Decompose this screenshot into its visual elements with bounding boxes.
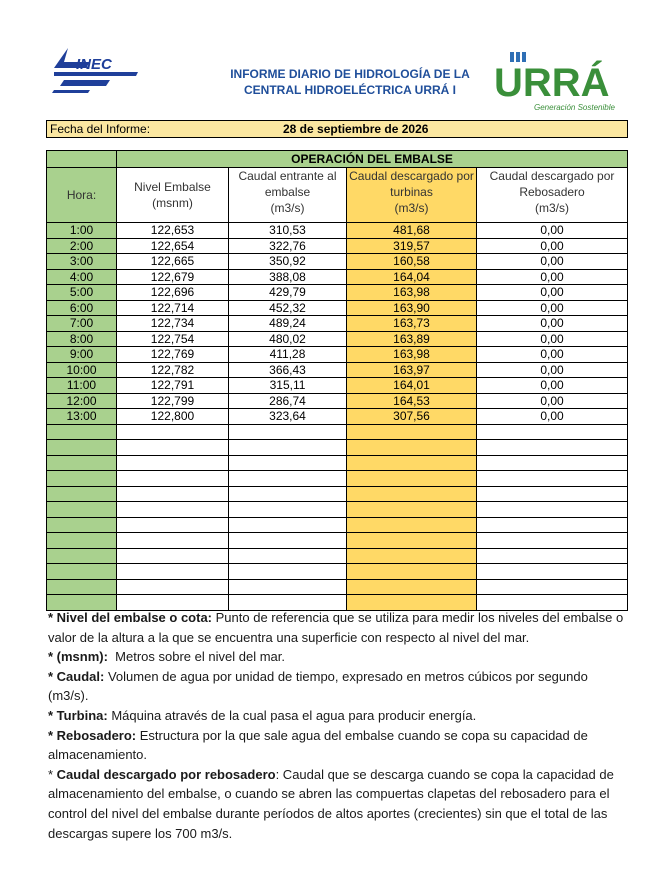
report-title [200,66,500,98]
cell-hora: 6:00 [47,300,117,316]
table-row [47,393,628,409]
column-header-turbinas [347,168,477,223]
note-turbina-text: Máquina através de la cual pasa el agua para producir energía. [107,707,477,723]
note-caudal-term: * Caudal: [48,668,105,684]
column-header-turbinas-line2: turbinas [390,185,433,199]
cell-empty [347,424,477,440]
table-row-empty [47,455,628,471]
cell-entrante: 323,64 [229,409,347,425]
cell-empty [347,564,477,580]
cell-hora: 13:00 [47,409,117,425]
cell-nivel: 122,782 [117,362,229,378]
glossary-notes [48,608,628,843]
table-row [47,362,628,378]
column-header-nivel [117,168,229,223]
cell-empty [347,548,477,564]
table-row [47,409,628,425]
column-header-rebosadero-line2: Rebosadero [519,185,585,199]
cell-empty [229,502,347,518]
cell-empty [229,517,347,533]
report-title-line2: CENTRAL HIDROELÉCTRICA URRÁ I [244,83,456,97]
column-header-nivel-line1: Nivel Embalse [134,180,211,194]
cell-empty [47,502,117,518]
cell-rebosadero: 0,00 [477,393,628,409]
cell-entrante: 429,79 [229,285,347,301]
table-row-empty [47,517,628,533]
cell-empty [47,455,117,471]
cell-nivel: 122,679 [117,269,229,285]
cell-hora: 12:00 [47,393,117,409]
cell-entrante: 411,28 [229,347,347,363]
cell-rebosadero: 0,00 [477,269,628,285]
company-logo [50,44,140,96]
cell-empty [117,502,229,518]
cell-rebosadero: 0,00 [477,378,628,394]
cell-entrante: 366,43 [229,362,347,378]
note-rebosadero-term: * Rebosadero: [48,727,137,743]
note-rebosadero [48,726,628,765]
cell-nivel: 122,769 [117,347,229,363]
cell-empty [117,533,229,549]
note-nivel-term: * Nivel del embalse o cota: [48,610,213,625]
table-body [47,223,628,611]
cell-empty [477,502,628,518]
cell-nivel: 122,696 [117,285,229,301]
table-row-empty [47,548,628,564]
cell-empty [47,471,117,487]
cell-empty [47,564,117,580]
table-row [47,300,628,316]
table-row [47,223,628,239]
column-header-entrante [229,168,347,223]
cell-empty [47,548,117,564]
cell-rebosadero: 0,00 [477,285,628,301]
note-turbina [48,706,628,726]
cell-empty [477,486,628,502]
cell-empty [477,440,628,456]
cell-empty [229,486,347,502]
cell-empty [477,471,628,487]
cell-empty [477,455,628,471]
cell-turbinas: 307,56 [347,409,477,425]
note-caudal-rebosadero [48,765,628,843]
column-header-rebosadero [477,168,628,223]
cell-empty [117,564,229,580]
cell-empty [477,517,628,533]
table-group-title: OPERACIÓN DEL EMBALSE [117,151,628,168]
urra-logo [492,50,622,114]
note-nivel-text: Punto de referencia que se utiliza para medir los niveles del embalse o valor de la altura a la que se encuentra una superficie con respecto al nivel del mar. [48,610,624,645]
table-row-empty [47,486,628,502]
note-nivel [48,608,628,647]
table-row-empty [47,564,628,580]
table-row-empty [47,502,628,518]
cell-rebosadero: 0,00 [477,238,628,254]
report-header [0,0,650,118]
column-header-hora: Hora: [47,168,117,223]
column-header-turbinas-line3: (m3/s) [394,201,429,215]
note-msnm [48,647,628,667]
cell-rebosadero: 0,00 [477,362,628,378]
note-caudal [48,667,628,706]
table-row [47,238,628,254]
urra-logo-tagline: Generación Sostenible [534,103,615,112]
cell-empty [477,548,628,564]
cell-hora: 8:00 [47,331,117,347]
cell-hora: 1:00 [47,223,117,239]
column-header-entrante-line2: embalse [264,185,311,199]
cell-empty [229,548,347,564]
table-row-empty [47,579,628,595]
cell-turbinas: 319,57 [347,238,477,254]
cell-nivel: 122,799 [117,393,229,409]
cell-turbinas: 163,97 [347,362,477,378]
note-caudal-rebosadero-term: Caudal descargado por rebosadero [56,766,276,782]
table-row-empty [47,533,628,549]
cell-rebosadero: 0,00 [477,316,628,332]
cell-empty [229,424,347,440]
cell-nivel: 122,791 [117,378,229,394]
cell-entrante: 315,11 [229,378,347,394]
cell-empty [477,424,628,440]
note-rebosadero-text: Estructura por la que sale agua del embalse cuando se copa su capacidad de almacenamiento. [48,727,588,763]
cell-empty [47,517,117,533]
cell-rebosadero: 0,00 [477,254,628,270]
cell-entrante: 480,02 [229,331,347,347]
cell-nivel: 122,800 [117,409,229,425]
report-date-row [46,120,628,138]
cell-empty [47,424,117,440]
cell-nivel: 122,665 [117,254,229,270]
cell-entrante: 452,32 [229,300,347,316]
table-row-empty [47,471,628,487]
cell-entrante: 286,74 [229,393,347,409]
table-row-empty [47,440,628,456]
note-caudal-rebosadero-star: * [48,766,57,782]
cell-entrante: 388,08 [229,269,347,285]
cell-entrante: 489,24 [229,316,347,332]
cell-empty [477,564,628,580]
table-row-empty [47,424,628,440]
cell-nivel: 122,734 [117,316,229,332]
column-header-rebosadero-line3: (m3/s) [535,201,570,215]
cell-rebosadero: 0,00 [477,409,628,425]
cell-rebosadero: 0,00 [477,223,628,239]
cell-empty [47,579,117,595]
cell-empty [117,517,229,533]
table-corner-cell [47,151,117,168]
table-row [47,331,628,347]
cell-hora: 3:00 [47,254,117,270]
cell-turbinas: 163,73 [347,316,477,332]
cell-hora: 10:00 [47,362,117,378]
cell-empty [347,486,477,502]
cell-turbinas: 481,68 [347,223,477,239]
cell-empty [347,502,477,518]
column-header-turbinas-line1: Caudal descargado por [349,169,474,183]
report-title-line1: INFORME DIARIO DE HIDROLOGÍA DE LA [230,67,470,81]
cell-entrante: 310,53 [229,223,347,239]
cell-hora: 9:00 [47,347,117,363]
table-row [47,269,628,285]
table-row [47,285,628,301]
cell-nivel: 122,714 [117,300,229,316]
cell-turbinas: 163,89 [347,331,477,347]
column-header-entrante-line1: Caudal entrante al [238,169,337,183]
cell-hora: 11:00 [47,378,117,394]
cell-empty [47,533,117,549]
cell-empty [47,486,117,502]
cell-empty [117,440,229,456]
cell-rebosadero: 0,00 [477,331,628,347]
cell-nivel: 122,653 [117,223,229,239]
table-row [47,254,628,270]
cell-turbinas: 160,58 [347,254,477,270]
table-row [47,378,628,394]
cell-turbinas: 163,98 [347,347,477,363]
cell-turbinas: 163,90 [347,300,477,316]
cell-empty [347,579,477,595]
cell-turbinas: 164,01 [347,378,477,394]
cell-rebosadero: 0,00 [477,347,628,363]
cell-empty [477,533,628,549]
cell-empty [117,579,229,595]
cell-empty [229,579,347,595]
cell-empty [229,455,347,471]
company-logo-text: INEC [76,56,112,73]
cell-empty [347,533,477,549]
cell-empty [347,471,477,487]
cell-empty [229,471,347,487]
report-date-label: Fecha del Informe: [50,122,151,136]
cell-empty [347,517,477,533]
cell-hora: 2:00 [47,238,117,254]
column-header-nivel-line2: (msnm) [152,196,193,210]
table-row [47,316,628,332]
note-msnm-term: * (msnm): [48,649,108,665]
cell-empty [117,486,229,502]
cell-turbinas: 163,98 [347,285,477,301]
cell-rebosadero: 0,00 [477,300,628,316]
note-turbina-term: * Turbina: [48,707,108,723]
note-caudal-text: Volumen de agua por unidad de tiempo, expresado en metros cúbicos por segundo (m3/s). [48,668,588,704]
cell-empty [117,424,229,440]
cell-empty [347,440,477,456]
cell-nivel: 122,754 [117,331,229,347]
cell-empty [229,440,347,456]
cell-empty [117,548,229,564]
note-msnm-text: Metros sobre el nivel del mar. [107,649,285,665]
column-header-entrante-line3: (m3/s) [270,201,305,215]
cell-empty [477,579,628,595]
cell-empty [229,564,347,580]
report-date-value: 28 de septiembre de 2026 [283,122,429,136]
cell-entrante: 322,76 [229,238,347,254]
note-caudal-rebosadero-text: : Caudal que se descarga cuando se copa la capacidad de almacenamiento del embalse, o cuando se abren las compuertas clapetas del rebosadero para el control del nivel del embalse durante períodos de altos aportes (crecientes) sin que el total de las descargas supere los 700 m3/s. [48,766,614,841]
cell-hora: 7:00 [47,316,117,332]
table-row [47,347,628,363]
cell-entrante: 350,92 [229,254,347,270]
cell-nivel: 122,654 [117,238,229,254]
cell-hora: 4:00 [47,269,117,285]
cell-hora: 5:00 [47,285,117,301]
cell-empty [347,455,477,471]
cell-empty [117,455,229,471]
cell-turbinas: 164,04 [347,269,477,285]
cell-empty [229,533,347,549]
hydrology-table [46,150,628,611]
urra-logo-text: URRÁ [494,61,610,105]
cell-turbinas: 164,53 [347,393,477,409]
column-header-rebosadero-line1: Caudal descargado por [489,169,615,183]
cell-empty [47,440,117,456]
cell-empty [117,471,229,487]
